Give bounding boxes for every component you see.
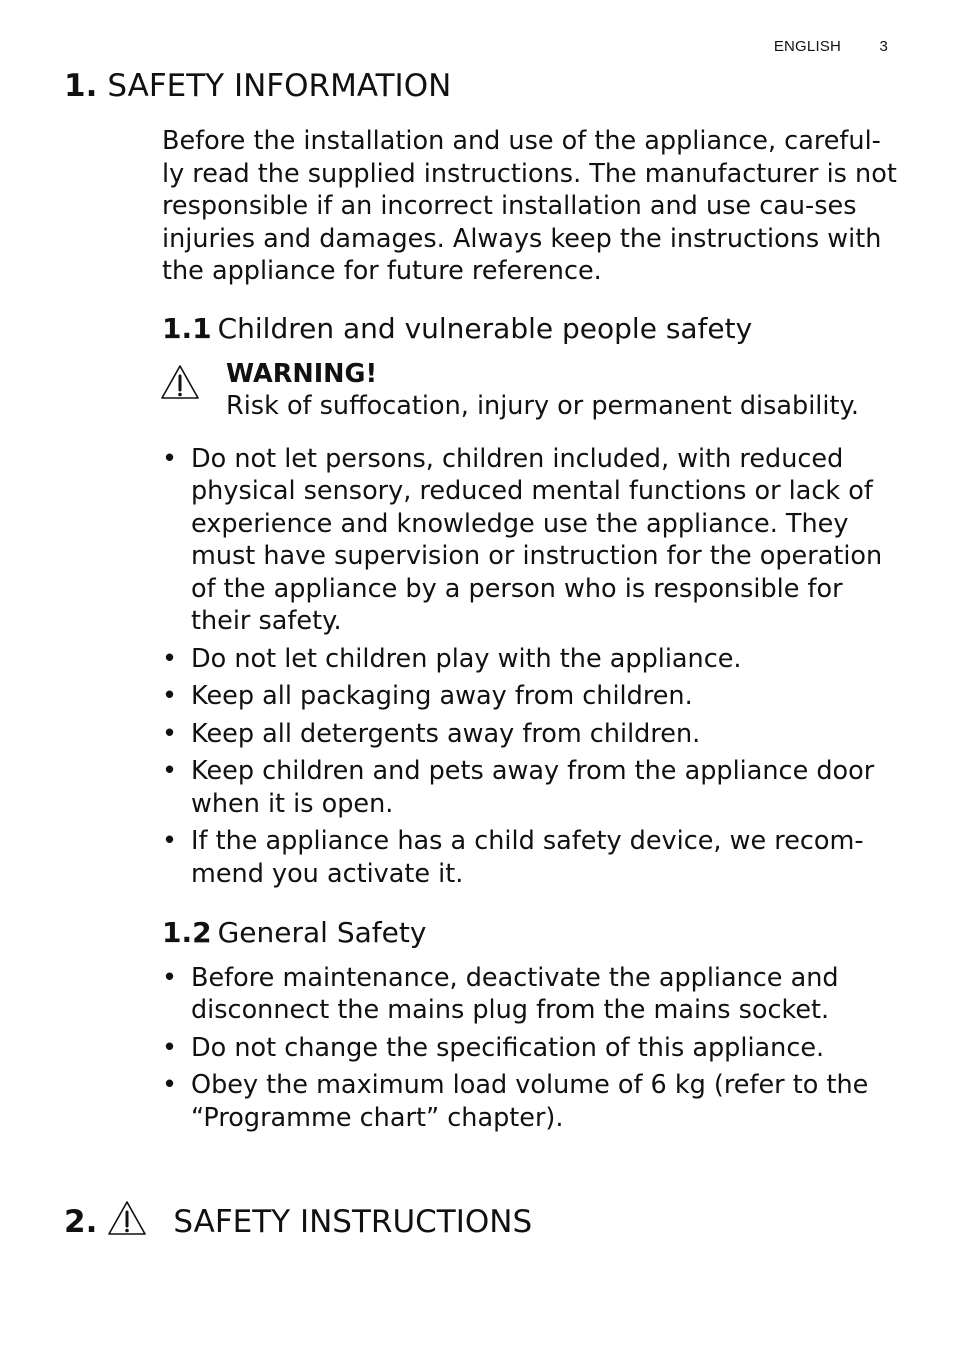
subsection-1-2 (162, 916, 897, 1139)
list-item (162, 825, 897, 890)
list-item-text: Do not change the specification of this appliance. (191, 1032, 825, 1063)
bullet-icon: • (162, 962, 178, 993)
warning-title: WARNING! (226, 358, 378, 389)
list-item-text: If the appliance has a child safety device, we recom-mend you activate it. (191, 826, 864, 889)
section-1-number: 1. (64, 68, 98, 104)
section-2-heading (64, 1200, 532, 1241)
bullet-icon: • (162, 643, 178, 674)
bullet-icon: • (162, 826, 178, 857)
warning-triangle-icon (160, 364, 200, 400)
list-item-text: Keep children and pets away from the appliance door when it is open. (191, 756, 875, 819)
bullet-icon: • (162, 681, 178, 712)
warning-triangle-icon (107, 1200, 147, 1236)
section-2-title: SAFETY INSTRUCTIONS (173, 1204, 533, 1240)
subsection-1-2-title: General Safety (217, 916, 427, 949)
list-item (162, 962, 897, 1027)
list-item-text: Keep all detergents away from children. (191, 718, 701, 749)
children-safety-list (162, 443, 897, 891)
list-item-text: Keep all packaging away from children. (191, 681, 693, 712)
list-item-text: Do not let children play with the appliance. (191, 643, 742, 674)
list-item (162, 755, 897, 820)
page-number: 3 (879, 38, 888, 55)
general-safety-list (162, 962, 897, 1135)
intro-text: Before the installation and use of the appliance, careful-ly read the supplied instructions. The manufacturer is not responsible if an incorrect installation and use cau-ses injuries and damages. Always keep the instructions with the appliance for future reference. (162, 126, 897, 286)
list-item (162, 680, 897, 713)
section-1-title: SAFETY INFORMATION (107, 68, 452, 104)
list-item-text: Obey the maximum load volume of 6 kg (refer to the “Programme chart” chapter). (191, 1070, 869, 1133)
subsection-1-2-heading (162, 916, 897, 950)
subsection-1-1-title: Children and vulnerable people safety (217, 312, 753, 345)
list-item (162, 643, 897, 676)
bullet-icon: • (162, 1032, 178, 1063)
bullet-icon: • (162, 1070, 178, 1101)
subsection-1-1-number: 1.1 (162, 312, 212, 345)
subsection-1-1-heading (162, 312, 897, 346)
section-1-content (162, 125, 897, 288)
list-item (162, 1069, 897, 1134)
bullet-icon: • (162, 718, 178, 749)
section-2-number: 2. (64, 1204, 98, 1240)
subsection-1-2-number: 1.2 (162, 916, 212, 949)
list-item (162, 718, 897, 751)
list-item-text: Do not let persons, children included, with reduced physical sensory, reduced mental functions or lack of experience and knowledge use the appliance. They must have supervision or instruction for the operation of the appliance by a person who is responsible for their safety. (191, 443, 883, 637)
language-label: ENGLISH (773, 38, 842, 55)
intro-paragraph (162, 125, 897, 288)
bullet-icon: • (162, 756, 178, 787)
warning-text: Risk of suffocation, injury or permanent disability. (226, 391, 860, 422)
subsection-1-1 (162, 312, 897, 895)
page-header (774, 38, 888, 55)
list-item (162, 443, 897, 638)
list-item-text: Before maintenance, deactivate the appliance and disconnect the mains plug from the mains socket. (191, 962, 839, 1026)
bullet-icon: • (162, 443, 178, 474)
section-1-heading (64, 68, 451, 105)
warning-box (162, 358, 897, 423)
list-item (162, 1032, 897, 1065)
